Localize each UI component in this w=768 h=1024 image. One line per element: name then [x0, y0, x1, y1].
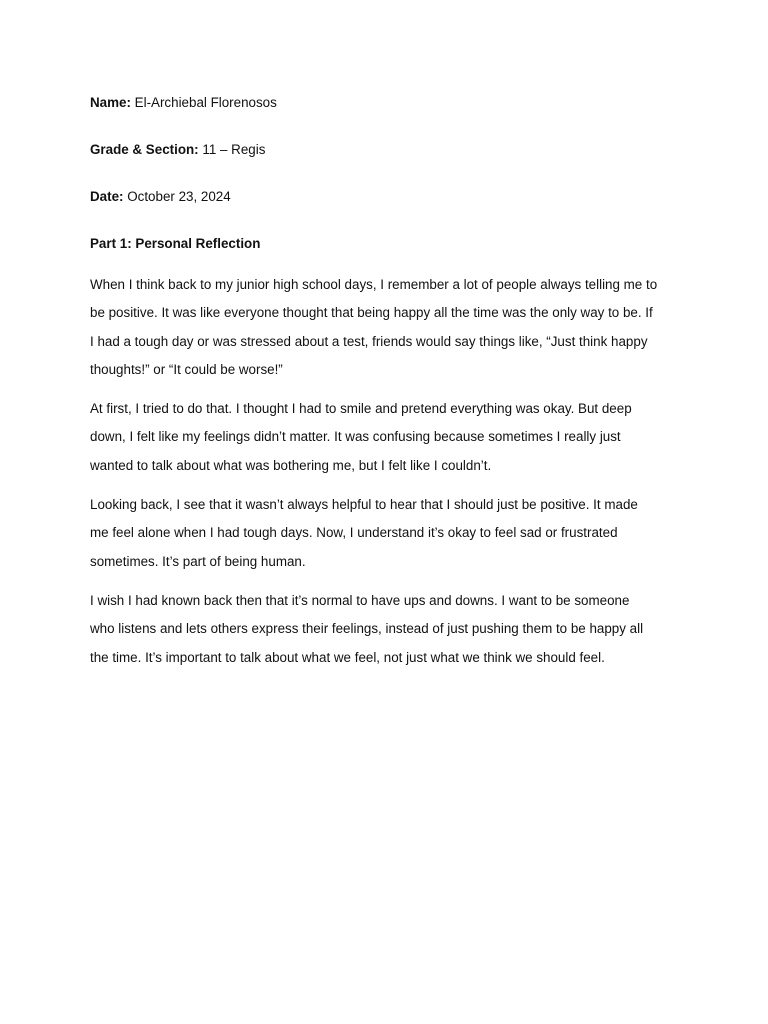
name-value: El-Archiebal Florenosos: [134, 95, 277, 110]
paragraph-line: I wish I had known back then that it’s normal to have ups and downs. I want to be someone: [90, 592, 630, 608]
paragraph-line: the time. It’s important to talk about what we feel, not just what we think we should feel.: [90, 649, 605, 665]
name-field: [90, 93, 690, 112]
document-body: [90, 93, 690, 672]
paragraph-line: At first, I tried to do that. I thought I had to smile and pretend everything was okay. But deep: [90, 401, 632, 417]
paragraph-3: [90, 491, 690, 576]
paragraph-line: When I think back to my junior high school days, I remember a lot of people always telling me to: [90, 277, 658, 292]
name-label: Name:: [90, 95, 131, 110]
paragraph-line: me feel alone when I had tough days. Now, I understand it’s okay to feel sad or frustrated: [90, 525, 618, 541]
paragraph-line: sometimes. It’s part of being human.: [90, 553, 306, 569]
paragraph-line: be positive. It was like everyone thought that being happy all the time was the only way to be. If: [90, 305, 653, 321]
paragraph-1: [90, 271, 690, 384]
paragraph-line: who listens and lets others express their feelings, instead of just pushing them to be happy all: [90, 621, 644, 637]
date-field: [90, 187, 690, 206]
paragraph-line: thoughts!” or “It could be worse!”: [90, 361, 283, 377]
grade-section-field: [90, 140, 690, 159]
paragraph-line: wanted to talk about what was bothering me, but I felt like I couldn’t.: [90, 457, 492, 473]
paragraph-4: [90, 587, 690, 672]
date-value: October 23, 2024: [127, 189, 231, 204]
paragraph-line: Looking back, I see that it wasn’t always helpful to hear that I should just be positive. It made: [90, 497, 638, 513]
paragraph-2: [90, 395, 690, 480]
paragraph-line: I had a tough day or was stressed about a test, friends would say things like, “Just think happy: [90, 333, 648, 349]
grade-section-value: 11 – Regis: [202, 142, 266, 157]
date-label: Date:: [90, 189, 124, 204]
section-heading: Part 1: Personal Reflection: [90, 236, 261, 251]
grade-section-label: Grade & Section:: [90, 142, 199, 157]
paragraph-line: down, I felt like my feelings didn’t matter. It was confusing because sometimes I really just: [90, 429, 621, 445]
